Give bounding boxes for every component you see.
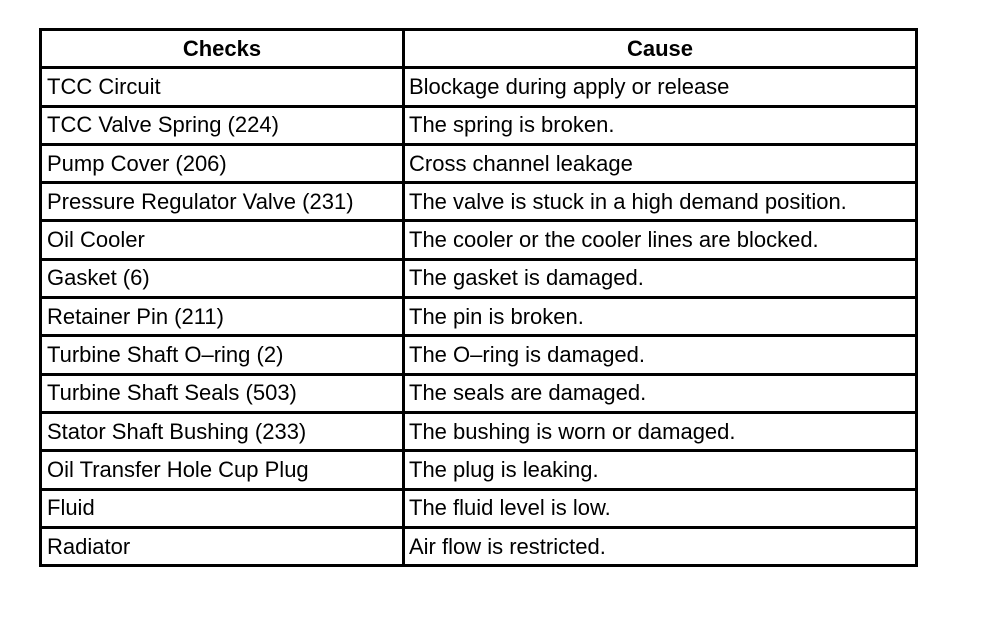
table-row [41,527,917,565]
checks-cause-table [39,28,918,567]
cause-cell: Cross channel leakage [404,144,917,182]
table-row [41,298,917,336]
table-row [41,451,917,489]
check-cell: TCC Circuit [41,68,404,106]
cause-cell: The bushing is worn or damaged. [404,412,917,450]
table-row [41,183,917,221]
table-row [41,221,917,259]
cause-cell: The pin is broken. [404,298,917,336]
check-cell: Radiator [41,527,404,565]
cause-cell: Air flow is restricted. [404,527,917,565]
table-row [41,374,917,412]
cause-cell: Blockage during apply or release [404,68,917,106]
cause-cell: The plug is leaking. [404,451,917,489]
table-row [41,336,917,374]
cause-cell: The O–ring is damaged. [404,336,917,374]
column-header-cause: Cause [404,30,917,68]
check-cell: Turbine Shaft O–ring (2) [41,336,404,374]
cause-cell: The fluid level is low. [404,489,917,527]
check-cell: Pump Cover (206) [41,144,404,182]
table-row [41,68,917,106]
table-row [41,259,917,297]
check-cell: Turbine Shaft Seals (503) [41,374,404,412]
check-cell: Stator Shaft Bushing (233) [41,412,404,450]
column-header-checks: Checks [41,30,404,68]
cause-cell: The seals are damaged. [404,374,917,412]
check-cell: TCC Valve Spring (224) [41,106,404,144]
check-cell: Gasket (6) [41,259,404,297]
table-row [41,489,917,527]
cause-cell: The cooler or the cooler lines are blocked. [404,221,917,259]
cause-cell: The spring is broken. [404,106,917,144]
table-row [41,144,917,182]
check-cell: Oil Cooler [41,221,404,259]
cause-cell: The gasket is damaged. [404,259,917,297]
table-row [41,106,917,144]
check-cell: Fluid [41,489,404,527]
table-row [41,412,917,450]
check-cell: Retainer Pin (211) [41,298,404,336]
cause-cell: The valve is stuck in a high demand position. [404,183,917,221]
check-cell: Oil Transfer Hole Cup Plug [41,451,404,489]
table-header-row [41,30,917,68]
check-cell: Pressure Regulator Valve (231) [41,183,404,221]
